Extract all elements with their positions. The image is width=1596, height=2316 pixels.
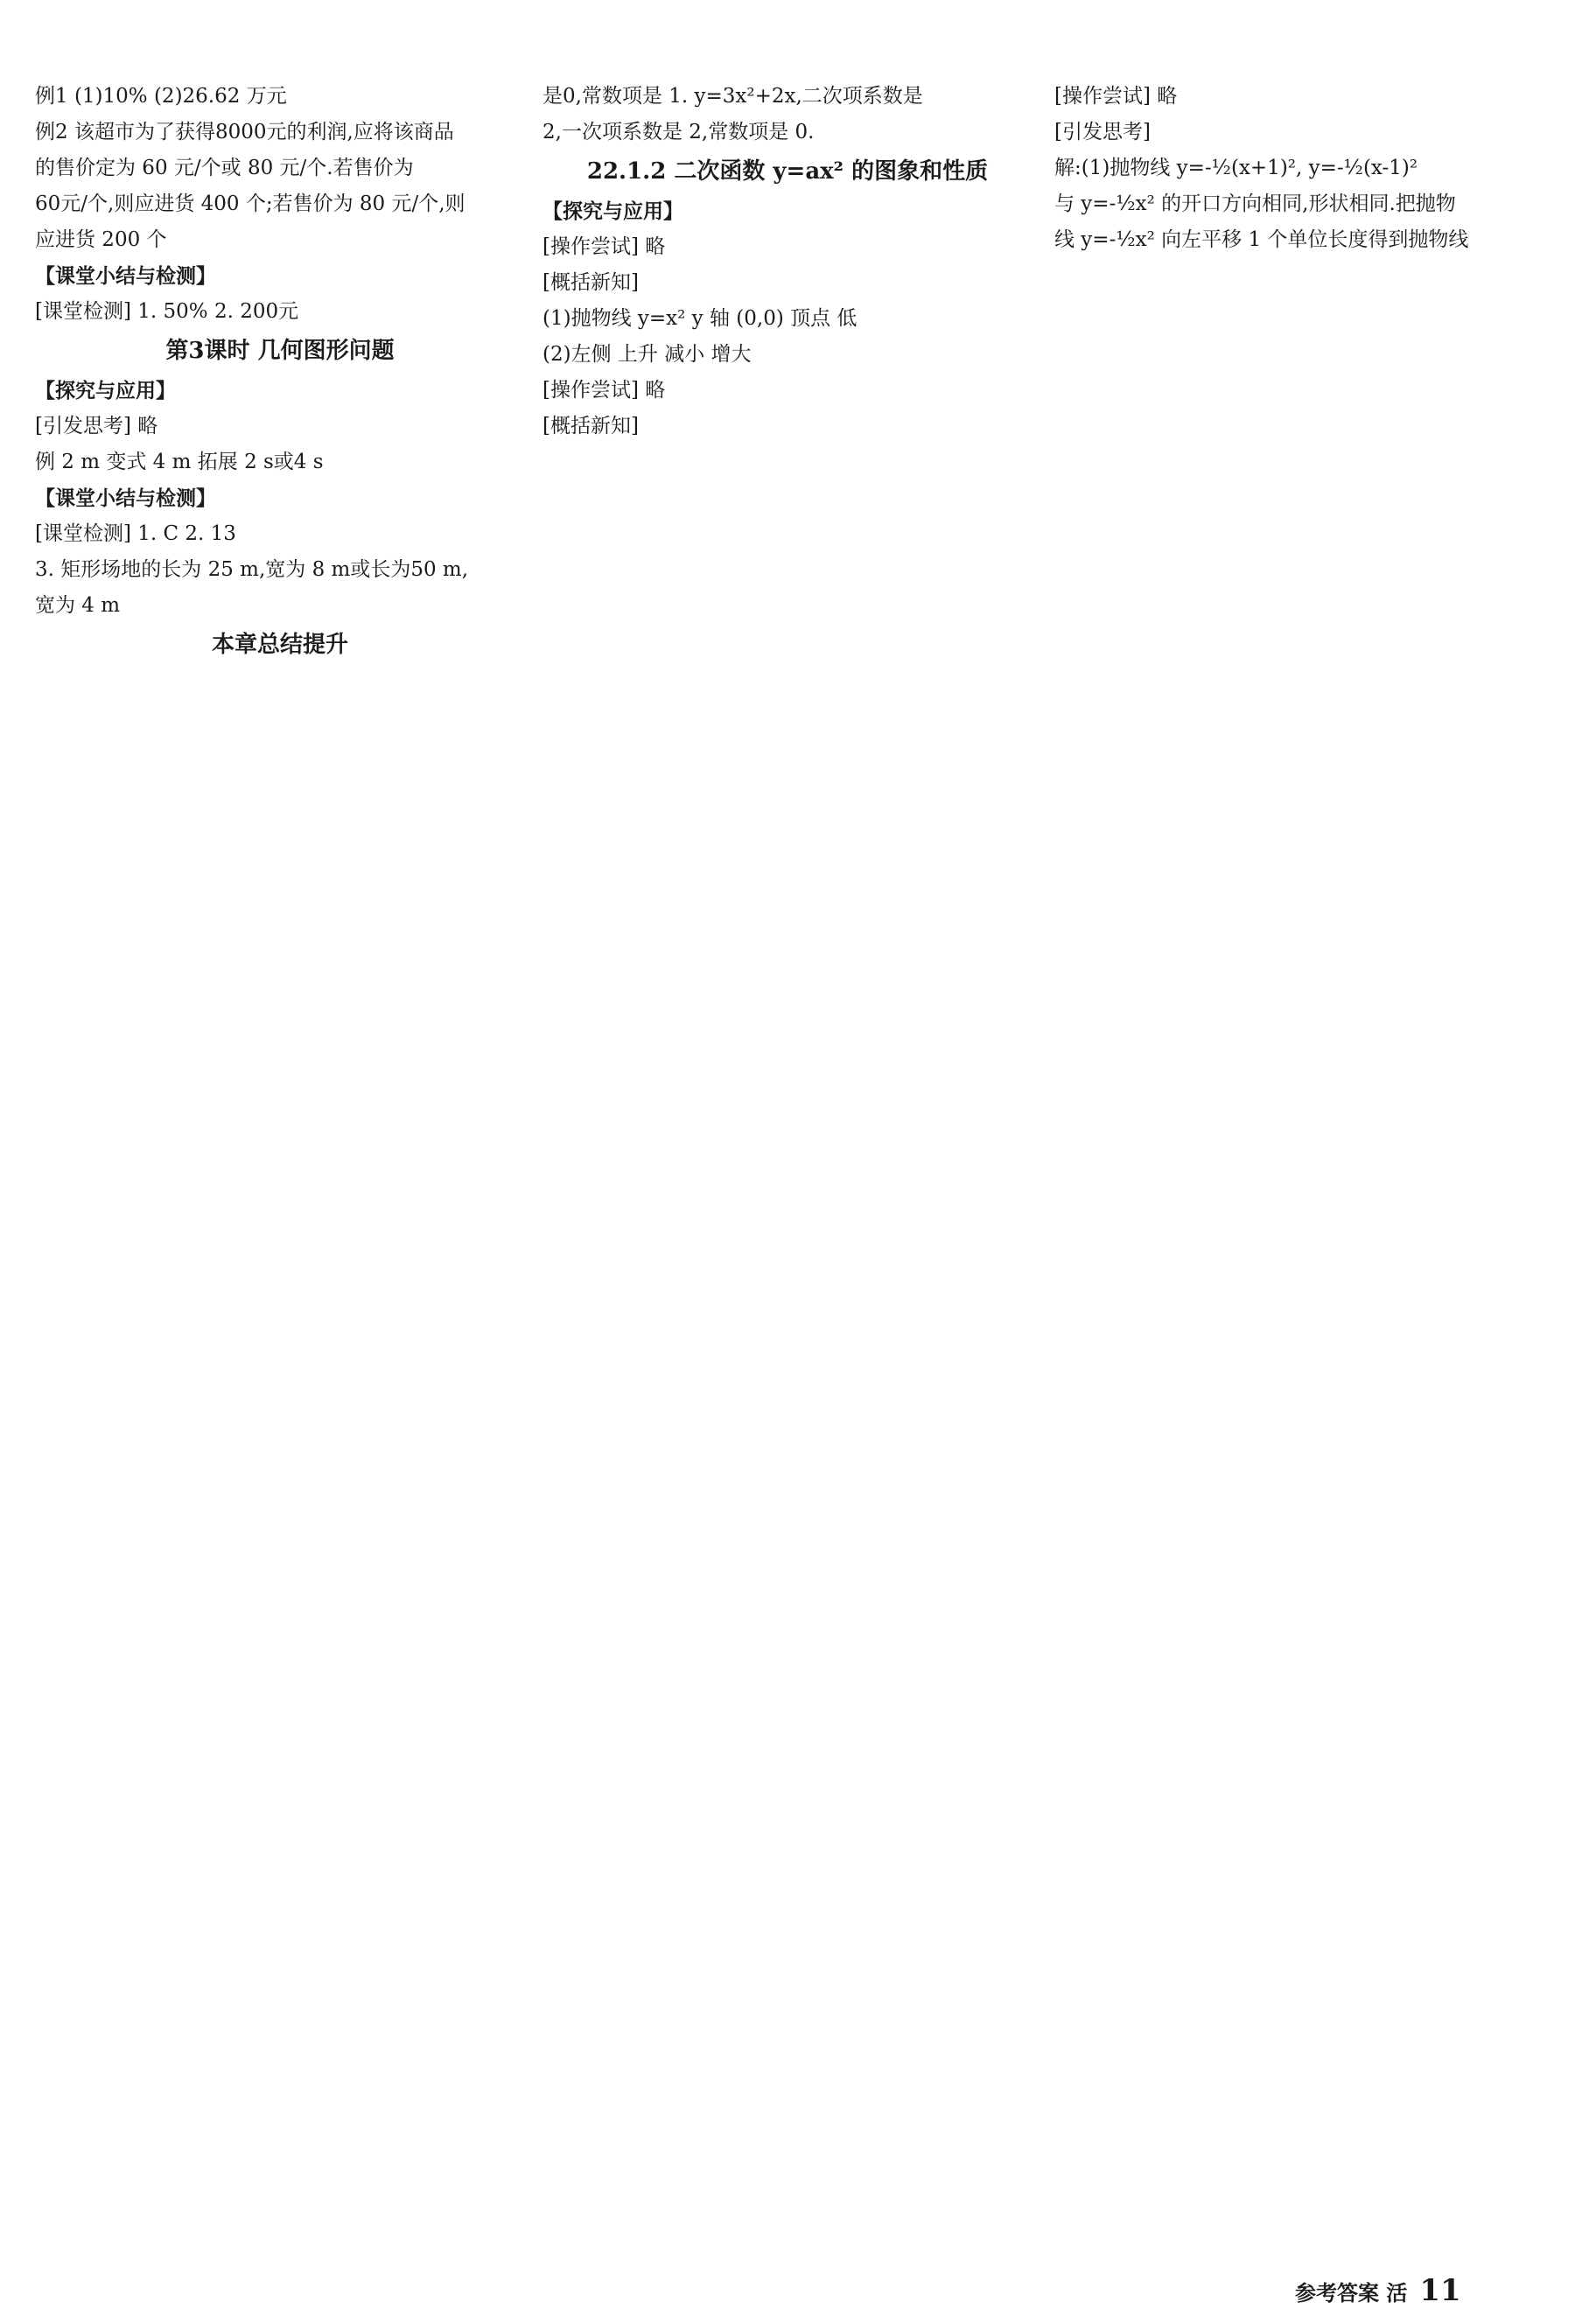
text-line: [操作尝试] 略 — [1054, 85, 1178, 108]
text-line: 宽为 4 m — [35, 594, 121, 617]
section-title: 第3课时 几何图形问题 — [165, 338, 395, 364]
text-line: [课堂检测] 1. 50% 2. 200元 — [35, 300, 299, 323]
text-line: 的售价定为 60 元/个或 80 元/个.若售价为 — [35, 157, 414, 179]
text-line: 解:(1)抛物线 y=-½(x+1)², y=-½(x-1)² — [1054, 157, 1418, 179]
section-title: 22.1.2 二次函数 y=ax² 的图象和性质 — [586, 158, 989, 185]
text-line: [操作尝试] 略 — [542, 235, 666, 258]
page-number: 11 — [1419, 2273, 1461, 2308]
text-line: [课堂检测] 1. C 2. 13 — [35, 522, 236, 545]
footer-label: 参考答案 活 — [1295, 2280, 1408, 2306]
text-line: 【课堂小结与检测】 — [35, 264, 216, 288]
page-footer — [1295, 2273, 1461, 2308]
text-line: [概括新知] — [542, 271, 639, 294]
text-line: [操作尝试] 略 — [542, 379, 666, 402]
text-line: 是0,常数项是 1. y=3x²+2x,二次项系数是 — [542, 85, 923, 108]
column-1 — [35, 79, 525, 667]
text-line: 例2 该超市为了获得8000元的利润,应将该商品 — [35, 121, 454, 143]
text-line: [引发思考] — [1054, 121, 1151, 143]
text-line: (1)抛物线 y=x² y 轴 (0,0) 顶点 低 — [542, 307, 858, 330]
column-2 — [542, 79, 1032, 444]
text-line: 应进货 200 个 — [35, 228, 167, 251]
text-line: [引发思考] 略 — [35, 415, 158, 437]
text-line: 【课堂小结与检测】 — [35, 486, 216, 510]
text-line: 线 y=-½x² 向左平移 1 个单位长度得到抛物线 — [1054, 228, 1469, 251]
text-line: 例1 (1)10% (2)26.62 万元 — [35, 85, 287, 108]
column-3 — [1054, 79, 1544, 258]
text-line: 60元/个,则应进货 400 个;若售价为 80 元/个,则 — [35, 192, 466, 215]
text-line: 【探究与应用】 — [542, 199, 683, 223]
text-line: 3. 矩形场地的长为 25 m,宽为 8 m或长为50 m, — [35, 558, 469, 581]
text-line: 2,一次项系数是 2,常数项是 0. — [542, 121, 815, 143]
text-line: 与 y=-½x² 的开口方向相同,形状相同.把抛物 — [1054, 192, 1456, 215]
section-title: 本章总结提升 — [211, 632, 348, 658]
text-line: 【探究与应用】 — [35, 379, 176, 402]
text-line: (2)左侧 上升 减小 增大 — [542, 343, 752, 366]
text-line: 例 2 m 变式 4 m 拓展 2 s或4 s — [35, 451, 324, 473]
text-line: [概括新知] — [542, 415, 639, 437]
